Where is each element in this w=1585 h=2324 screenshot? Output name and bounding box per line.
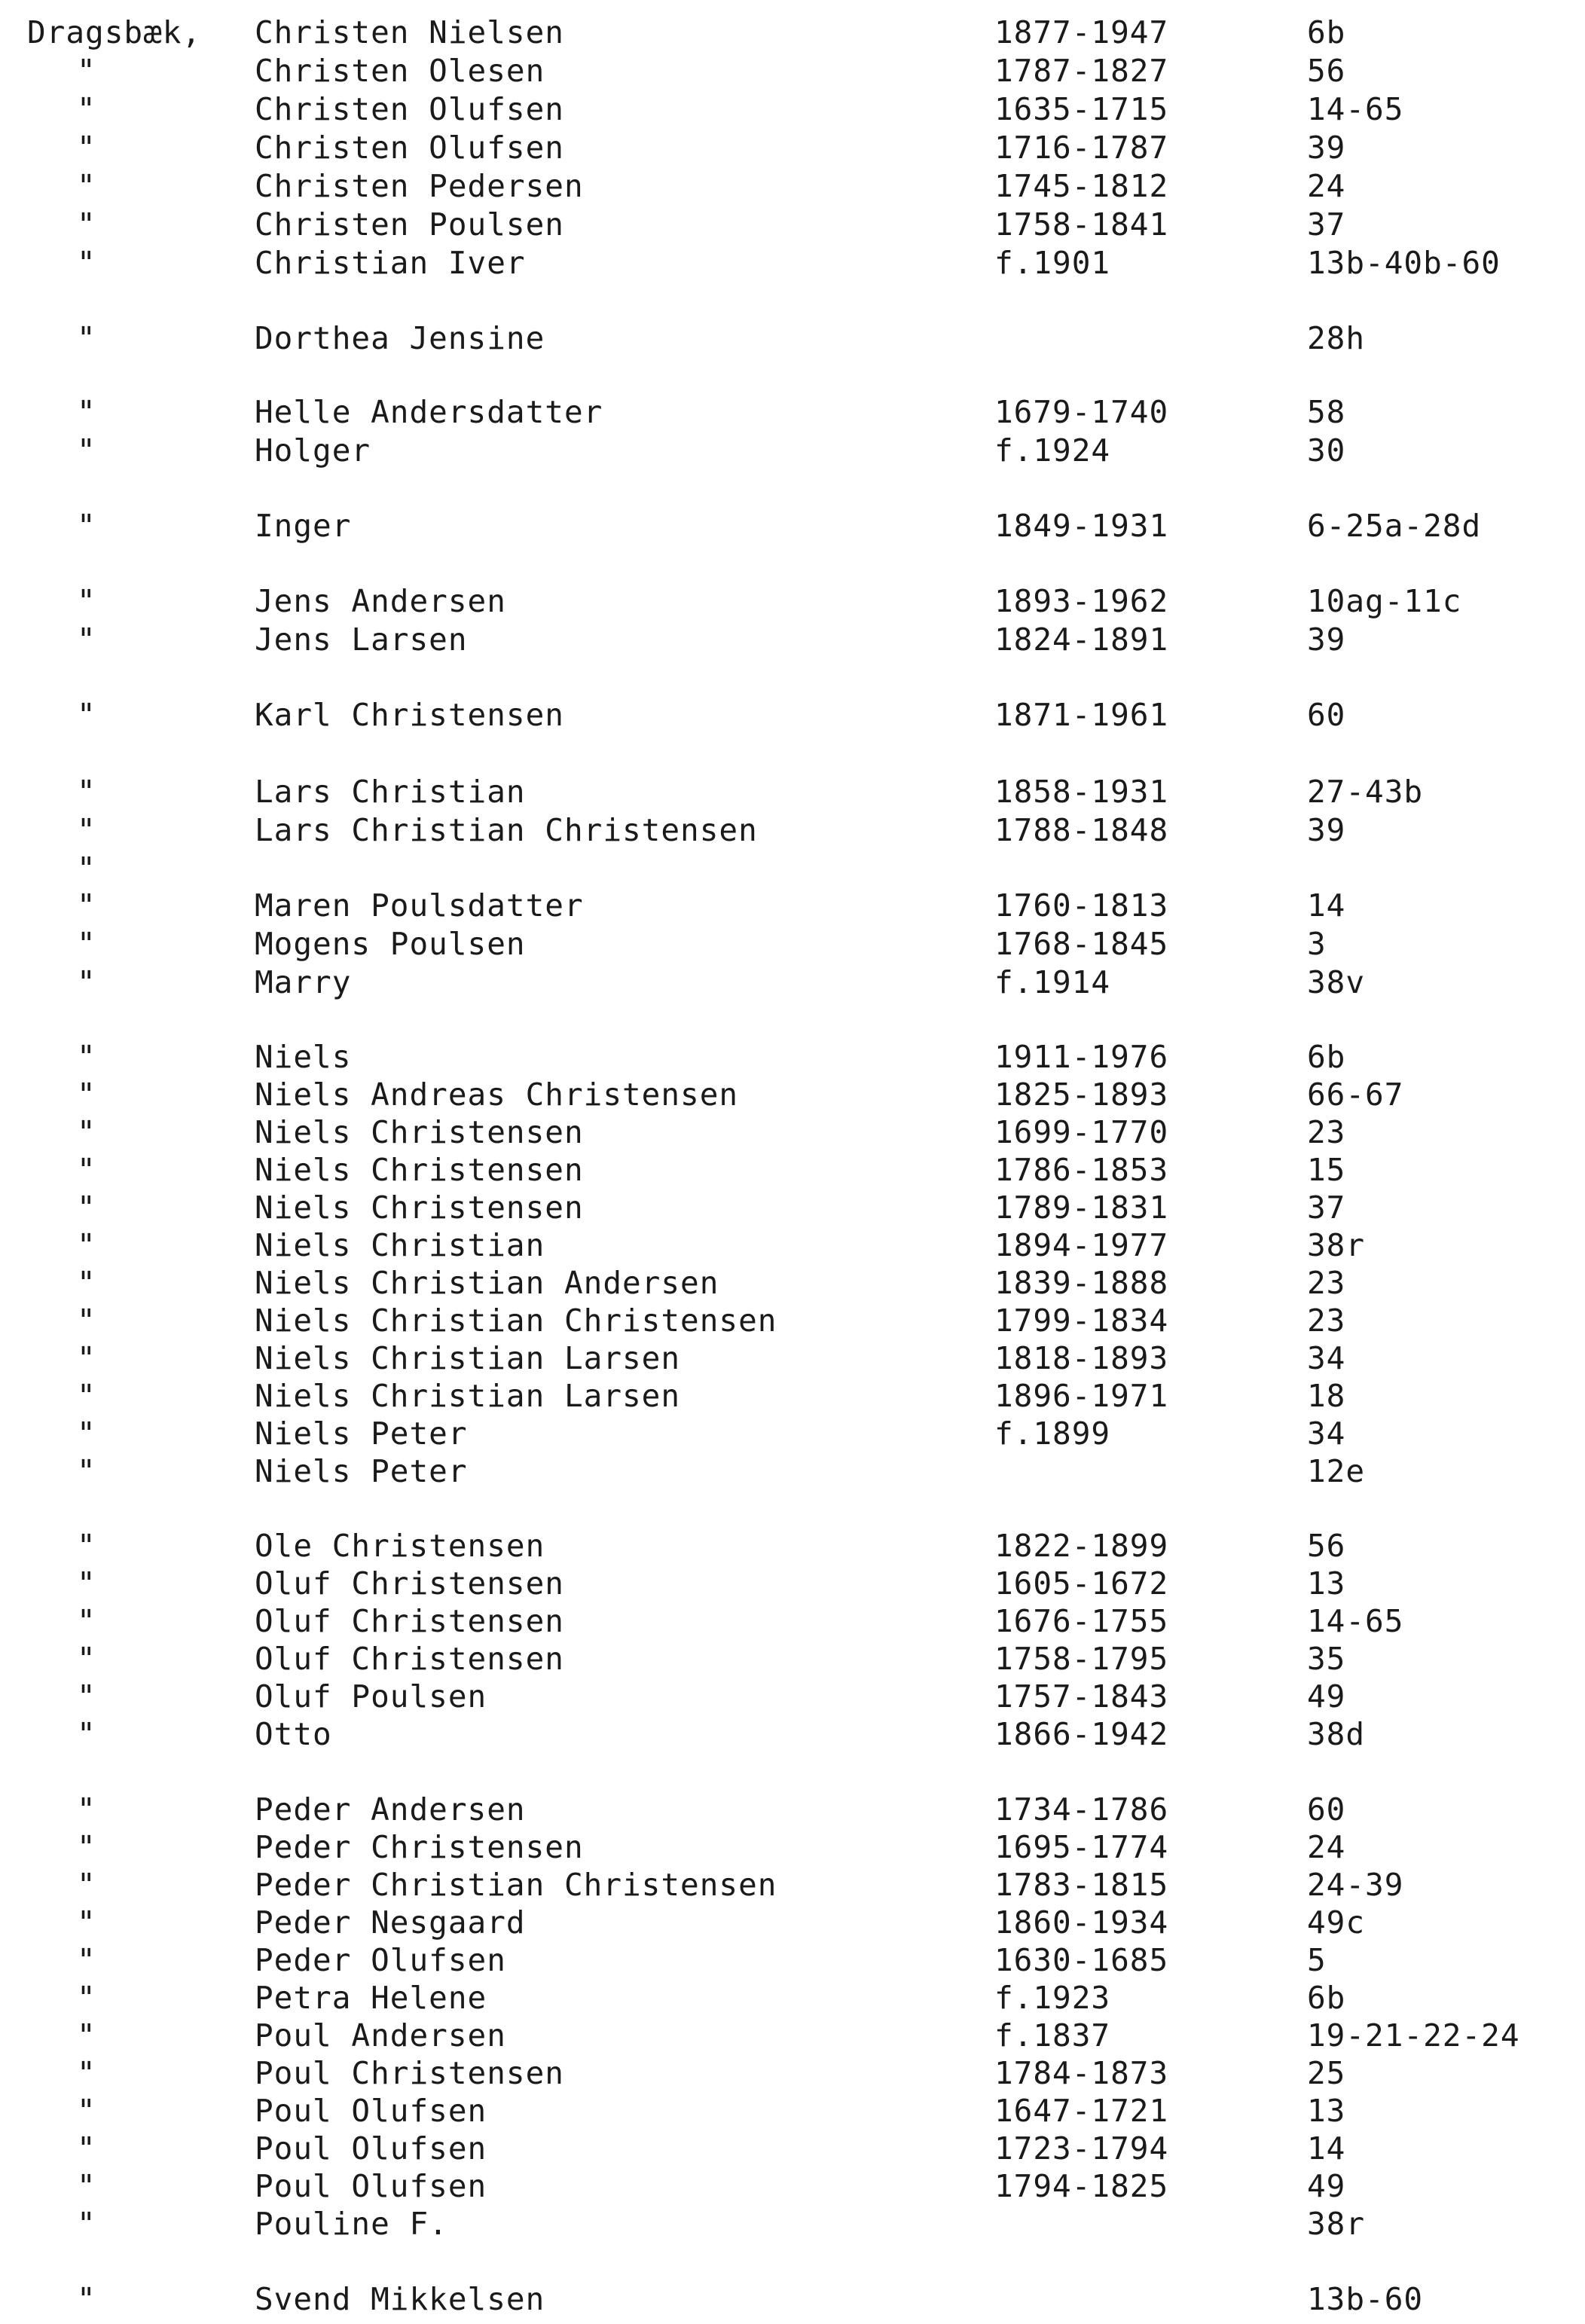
ditto-mark: " [77, 2017, 96, 2054]
life-years: 1824-1891 [994, 621, 1169, 658]
register-entry [0, 1941, 1585, 1979]
reference-numbers: 14 [1307, 887, 1346, 924]
given-name: Niels Christensen [255, 1152, 584, 1188]
given-name: Christen Olesen [255, 53, 545, 89]
life-years: 1630-1685 [994, 1942, 1169, 1978]
given-name: Svend Mikkelsen [255, 2281, 545, 2317]
reference-numbers: 23 [1307, 1302, 1346, 1339]
ditto-mark: " [77, 53, 96, 89]
register-entry [0, 2054, 1585, 2092]
reference-numbers: 38r [1307, 2206, 1366, 2242]
register-entry [0, 1415, 1585, 1452]
given-name: Marry [255, 964, 352, 1000]
ditto-mark: " [77, 1603, 96, 1639]
ditto-mark: " [77, 1227, 96, 1263]
ditto-mark: " [77, 1867, 96, 1903]
life-years: 1860-1934 [994, 1904, 1169, 1941]
ditto-mark: " [77, 926, 96, 962]
register-entry [0, 2017, 1585, 2054]
register-entry [0, 432, 1585, 469]
life-years: f.1924 [994, 432, 1111, 469]
life-years: f.1837 [994, 2017, 1111, 2054]
given-name: Peder Andersen [255, 1791, 526, 1828]
life-years: 1893-1962 [994, 583, 1169, 619]
reference-numbers: 24 [1307, 168, 1346, 204]
reference-numbers: 56 [1307, 53, 1346, 89]
life-years: 1849-1931 [994, 508, 1169, 544]
register-entry [0, 1828, 1585, 1866]
ditto-mark: " [77, 1942, 96, 1978]
register-entry [0, 14, 1585, 51]
register-entry [0, 1377, 1585, 1415]
ditto-mark: " [77, 2093, 96, 2129]
life-years: 1605-1672 [994, 1565, 1169, 1602]
register-entry [0, 1640, 1585, 1678]
reference-numbers: 14-65 [1307, 1603, 1404, 1639]
life-years: 1676-1755 [994, 1603, 1169, 1639]
register-entry [0, 90, 1585, 128]
ditto-mark: " [77, 130, 96, 166]
reference-numbers: 66-67 [1307, 1076, 1404, 1113]
given-name: Poul Christensen [255, 2055, 564, 2091]
register-entry [0, 1678, 1585, 1715]
register-entry [0, 1527, 1585, 1565]
life-years: 1716-1787 [994, 130, 1169, 166]
ditto-mark: " [77, 1415, 96, 1452]
given-name: Christen Olufsen [255, 91, 564, 127]
ditto-mark: " [77, 1716, 96, 1752]
life-years: 1679-1740 [994, 394, 1169, 430]
ditto-mark: " [77, 1453, 96, 1489]
given-name: Christen Pedersen [255, 168, 584, 204]
life-years: 1788-1848 [994, 812, 1169, 848]
life-years: 1818-1893 [994, 1340, 1169, 1376]
given-name: Jens Larsen [255, 621, 468, 658]
ditto-mark: " [77, 1114, 96, 1150]
register-entry [0, 1302, 1585, 1339]
ditto-mark: " [77, 1829, 96, 1865]
ditto-mark: " [77, 320, 96, 356]
reference-numbers: 6b [1307, 1039, 1346, 1075]
ditto-mark: " [77, 2168, 96, 2204]
reference-numbers: 49 [1307, 1678, 1346, 1715]
reference-numbers: 3 [1307, 926, 1327, 962]
given-name: Peder Christian Christensen [255, 1867, 777, 1903]
reference-numbers: 14 [1307, 2130, 1346, 2167]
life-years: 1794-1825 [994, 2168, 1169, 2204]
reference-numbers: 34 [1307, 1415, 1346, 1452]
register-entry [0, 393, 1585, 431]
ditto-mark: " [77, 851, 96, 887]
ditto-mark: " [77, 697, 96, 733]
ditto-mark: " [77, 2130, 96, 2167]
register-entry [0, 507, 1585, 545]
register-entry [0, 2280, 1585, 2318]
reference-numbers: 58 [1307, 394, 1346, 430]
register-entry [0, 129, 1585, 166]
given-name: Niels Christian Christensen [255, 1302, 777, 1339]
given-name: Peder Olufsen [255, 1942, 506, 1978]
given-name: Otto [255, 1716, 332, 1752]
life-years: 1757-1843 [994, 1678, 1169, 1715]
ditto-mark: " [77, 206, 96, 243]
life-years: 1799-1834 [994, 1302, 1169, 1339]
register-entry [0, 319, 1585, 357]
reference-numbers: 13b-40b-60 [1307, 245, 1501, 281]
reference-numbers: 25 [1307, 2055, 1346, 2091]
given-name: Helle Andersdatter [255, 394, 603, 430]
reference-numbers: 13 [1307, 1565, 1346, 1602]
life-years: 1787-1827 [994, 53, 1169, 89]
life-years: f.1923 [994, 1980, 1111, 2016]
ditto-mark: " [77, 1340, 96, 1376]
given-name: Oluf Christensen [255, 1603, 564, 1639]
reference-numbers: 19-21-22-24 [1307, 2017, 1520, 2054]
given-name: Christian Iver [255, 245, 526, 281]
given-name: Karl Christensen [255, 697, 564, 733]
life-years: 1783-1815 [994, 1867, 1169, 1903]
ditto-mark: " [77, 1076, 96, 1113]
register-entry [0, 582, 1585, 620]
given-name: Peder Christensen [255, 1829, 584, 1865]
reference-numbers: 37 [1307, 206, 1346, 243]
ditto-mark: " [77, 91, 96, 127]
surname-heading: Dragsbæk, [27, 14, 202, 50]
given-name: Poul Andersen [255, 2017, 506, 2054]
given-name: Inger [255, 508, 352, 544]
reference-numbers: 30 [1307, 432, 1346, 469]
given-name: Niels Peter [255, 1453, 468, 1489]
register-entry [0, 850, 1585, 887]
given-name: Holger [255, 432, 371, 469]
register-entry [0, 1715, 1585, 1753]
reference-numbers: 39 [1307, 130, 1346, 166]
register-entry [0, 1151, 1585, 1189]
ditto-mark: " [77, 1189, 96, 1226]
reference-numbers: 13 [1307, 2093, 1346, 2129]
register-entry [0, 1565, 1585, 1602]
life-years: 1768-1845 [994, 926, 1169, 962]
reference-numbers: 39 [1307, 812, 1346, 848]
given-name: Niels Christian Larsen [255, 1378, 681, 1414]
reference-numbers: 49c [1307, 1904, 1366, 1941]
register-entry [0, 244, 1585, 282]
given-name: Mogens Poulsen [255, 926, 526, 962]
life-years: 1734-1786 [994, 1791, 1169, 1828]
life-years: 1635-1715 [994, 91, 1169, 127]
register-entry [0, 1264, 1585, 1302]
register-entry [0, 2130, 1585, 2167]
reference-numbers: 27-43b [1307, 774, 1424, 810]
register-entry [0, 1076, 1585, 1113]
register-entry [0, 773, 1585, 811]
ditto-mark: " [77, 1039, 96, 1075]
given-name: Poul Olufsen [255, 2093, 487, 2129]
register-entry [0, 1866, 1585, 1904]
life-years: 1789-1831 [994, 1189, 1169, 1226]
given-name: Niels [255, 1039, 352, 1075]
register-entry [0, 1602, 1585, 1640]
reference-numbers: 38r [1307, 1227, 1366, 1263]
reference-numbers: 56 [1307, 1528, 1346, 1564]
register-entry [0, 1226, 1585, 1264]
life-years: 1723-1794 [994, 2130, 1169, 2167]
reference-numbers: 60 [1307, 697, 1346, 733]
reference-numbers: 35 [1307, 1641, 1346, 1677]
given-name: Dorthea Jensine [255, 320, 545, 356]
ditto-mark: " [77, 812, 96, 848]
life-years: 1758-1795 [994, 1641, 1169, 1677]
reference-numbers: 6b [1307, 14, 1346, 50]
reference-numbers: 12e [1307, 1453, 1366, 1489]
given-name: Peder Nesgaard [255, 1904, 526, 1941]
reference-numbers: 18 [1307, 1378, 1346, 1414]
reference-numbers: 10ag-11c [1307, 583, 1462, 619]
register-entry [0, 1979, 1585, 2017]
reference-numbers: 60 [1307, 1791, 1346, 1828]
reference-numbers: 37 [1307, 1189, 1346, 1226]
given-name: Niels Christian [255, 1227, 545, 1263]
life-years: 1866-1942 [994, 1716, 1169, 1752]
ditto-mark: " [77, 583, 96, 619]
life-years: 1784-1873 [994, 2055, 1169, 2091]
life-years: f.1901 [994, 245, 1111, 281]
given-name: Christen Nielsen [255, 14, 564, 50]
reference-numbers: 24 [1307, 1829, 1346, 1865]
register-entry [0, 887, 1585, 924]
given-name: Niels Peter [255, 1415, 468, 1452]
register-entry [0, 925, 1585, 963]
given-name: Oluf Christensen [255, 1641, 564, 1677]
life-years: 1871-1961 [994, 697, 1169, 733]
ditto-mark: " [77, 1980, 96, 2016]
life-years: 1745-1812 [994, 168, 1169, 204]
life-years: 1877-1947 [994, 14, 1169, 50]
life-years: 1839-1888 [994, 1265, 1169, 1301]
ditto-mark: " [77, 168, 96, 204]
reference-numbers: 14-65 [1307, 91, 1404, 127]
register-entry [0, 1452, 1585, 1490]
reference-numbers: 28h [1307, 320, 1366, 356]
ditto-mark: " [77, 2281, 96, 2317]
given-name: Ole Christensen [255, 1528, 545, 1564]
ditto-mark: " [77, 1302, 96, 1339]
register-entry [0, 2092, 1585, 2130]
given-name: Niels Christensen [255, 1114, 584, 1150]
register-entry [0, 963, 1585, 1001]
given-name: Christen Poulsen [255, 206, 564, 243]
ditto-mark: " [77, 1791, 96, 1828]
reference-numbers: 5 [1307, 1942, 1327, 1978]
life-years: 1858-1931 [994, 774, 1169, 810]
ditto-mark: " [77, 1378, 96, 1414]
ditto-mark: " [77, 1678, 96, 1715]
ditto-mark: " [77, 1528, 96, 1564]
ditto-mark: " [77, 2055, 96, 2091]
life-years: f.1914 [994, 964, 1111, 1000]
register-entry [0, 1339, 1585, 1377]
given-name: Niels Andreas Christensen [255, 1076, 739, 1113]
given-name: Oluf Christensen [255, 1565, 564, 1602]
reference-numbers: 38d [1307, 1716, 1366, 1752]
life-years: 1911-1976 [994, 1039, 1169, 1075]
register-entry [0, 2205, 1585, 2243]
given-name: Niels Christian Andersen [255, 1265, 719, 1301]
ditto-mark: " [77, 964, 96, 1000]
ditto-mark: " [77, 1641, 96, 1677]
given-name: Niels Christian Larsen [255, 1340, 681, 1376]
ditto-mark: " [77, 1265, 96, 1301]
reference-numbers: 23 [1307, 1265, 1346, 1301]
register-entry [0, 1113, 1585, 1151]
ditto-mark: " [77, 621, 96, 658]
reference-numbers: 6b [1307, 1980, 1346, 2016]
life-years: 1699-1770 [994, 1114, 1169, 1150]
ditto-mark: " [77, 1565, 96, 1602]
given-name: Lars Christian Christensen [255, 812, 758, 848]
reference-numbers: 15 [1307, 1152, 1346, 1188]
ditto-mark: " [77, 1904, 96, 1941]
given-name: Poul Olufsen [255, 2168, 487, 2204]
register-entry [0, 1189, 1585, 1226]
life-years: 1822-1899 [994, 1528, 1169, 1564]
ditto-mark: " [77, 887, 96, 924]
life-years: 1825-1893 [994, 1076, 1169, 1113]
ditto-mark: " [77, 432, 96, 469]
given-name: Pouline F. [255, 2206, 448, 2242]
life-years: 1695-1774 [994, 1829, 1169, 1865]
reference-numbers: 38v [1307, 964, 1366, 1000]
life-years: 1894-1977 [994, 1227, 1169, 1263]
given-name: Lars Christian [255, 774, 526, 810]
reference-numbers: 49 [1307, 2168, 1346, 2204]
register-entry [0, 206, 1585, 243]
life-years: 1647-1721 [994, 2093, 1169, 2129]
register-entry [0, 1791, 1585, 1828]
given-name: Christen Olufsen [255, 130, 564, 166]
ditto-mark: " [77, 1152, 96, 1188]
ditto-mark: " [77, 394, 96, 430]
given-name: Niels Christensen [255, 1189, 584, 1226]
reference-numbers: 24-39 [1307, 1867, 1404, 1903]
ditto-mark: " [77, 774, 96, 810]
life-years: 1786-1853 [994, 1152, 1169, 1188]
reference-numbers: 23 [1307, 1114, 1346, 1150]
given-name: Poul Olufsen [255, 2130, 487, 2167]
register-entry [0, 1904, 1585, 1941]
register-entry [0, 52, 1585, 90]
register-entry [0, 811, 1585, 849]
reference-numbers: 6-25a-28d [1307, 508, 1482, 544]
reference-numbers: 13b-60 [1307, 2281, 1424, 2317]
register-entry [0, 1038, 1585, 1076]
register-entry [0, 167, 1585, 205]
reference-numbers: 39 [1307, 621, 1346, 658]
register-entry [0, 621, 1585, 658]
reference-numbers: 34 [1307, 1340, 1346, 1376]
register-entry [0, 2167, 1585, 2205]
given-name: Oluf Poulsen [255, 1678, 487, 1715]
given-name: Petra Helene [255, 1980, 487, 2016]
life-years: f.1899 [994, 1415, 1111, 1452]
life-years: 1896-1971 [994, 1378, 1169, 1414]
ditto-mark: " [77, 508, 96, 544]
register-entry [0, 696, 1585, 734]
ditto-mark: " [77, 2206, 96, 2242]
life-years: 1758-1841 [994, 206, 1169, 243]
ditto-mark: " [77, 245, 96, 281]
given-name: Maren Poulsdatter [255, 887, 584, 924]
life-years: 1760-1813 [994, 887, 1169, 924]
given-name: Jens Andersen [255, 583, 506, 619]
